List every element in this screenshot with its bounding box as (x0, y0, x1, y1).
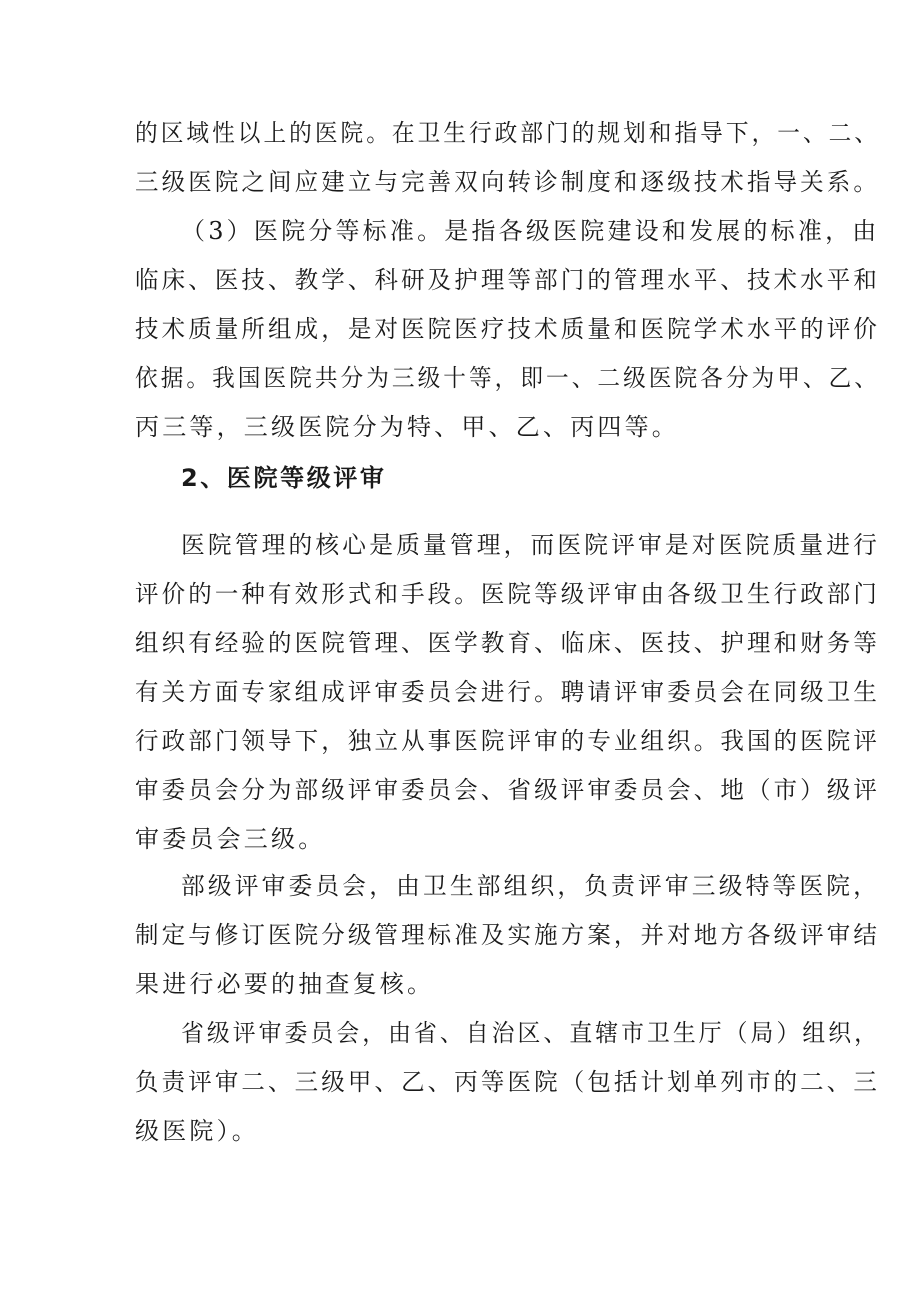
text-line: （3）医院分等标准。是指各级医院建设和发展的标准，由 (181, 217, 880, 245)
text-line: 级医院）。 (135, 1117, 259, 1145)
text-line: 审委员会分为部级评审委员会、省级评审委员会、地（市）级评 (135, 776, 881, 804)
text-line: 部级评审委员会，由卫生部组织，负责评审三级特等医院， (181, 872, 880, 900)
text-line: 省级评审委员会，由省、自治区、直辖市卫生厅（局）组织， (181, 1019, 881, 1047)
text-line: 评价的一种有效形式和手段。医院等级评审由各级卫生行政部门 (135, 580, 881, 608)
text-line: 三级医院之间应建立与完善双向转诊制度和逐级技术指导关系。 (135, 168, 881, 196)
text-line: 的区域性以上的医院。在卫生行政部门的规划和指导下，一、二、 (135, 119, 881, 147)
text-line: 制定与修订医院分级管理标准及实施方案，并对地方各级评审结 (135, 921, 881, 949)
text-line: 有关方面专家组成评审委员会进行。聘请评审委员会在同级卫生 (135, 678, 881, 706)
text-line: 医院管理的核心是质量管理，而医院评审是对医院质量进行 (181, 531, 880, 559)
text-line: 行政部门领导下，独立从事医院评审的专业组织。我国的医院评 (135, 727, 881, 755)
text-line: 组织有经验的医院管理、医学教育、临床、医技、护理和财务等 (135, 629, 881, 657)
text-line: 依据。我国医院共分为三级十等，即一、二级医院各分为甲、乙、 (135, 364, 881, 392)
text-line: 丙三等，三级医院分为特、甲、乙、丙四等。 (135, 413, 679, 441)
text-line: 临床、医技、教学、科研及护理等部门的管理水平、技术水平和 (135, 266, 881, 294)
section-heading: 2、医院等级评审 (181, 464, 387, 492)
text-line: 审委员会三级。 (135, 825, 326, 853)
text-line: 负责评审二、三级甲、乙、丙等医院（包括计划单列市的二、三 (135, 1068, 881, 1096)
text-line: 果进行必要的抽查复核。 (135, 970, 435, 998)
text-line: 技术质量所组成，是对医院医疗技术质量和医院学术水平的评价 (135, 315, 881, 343)
